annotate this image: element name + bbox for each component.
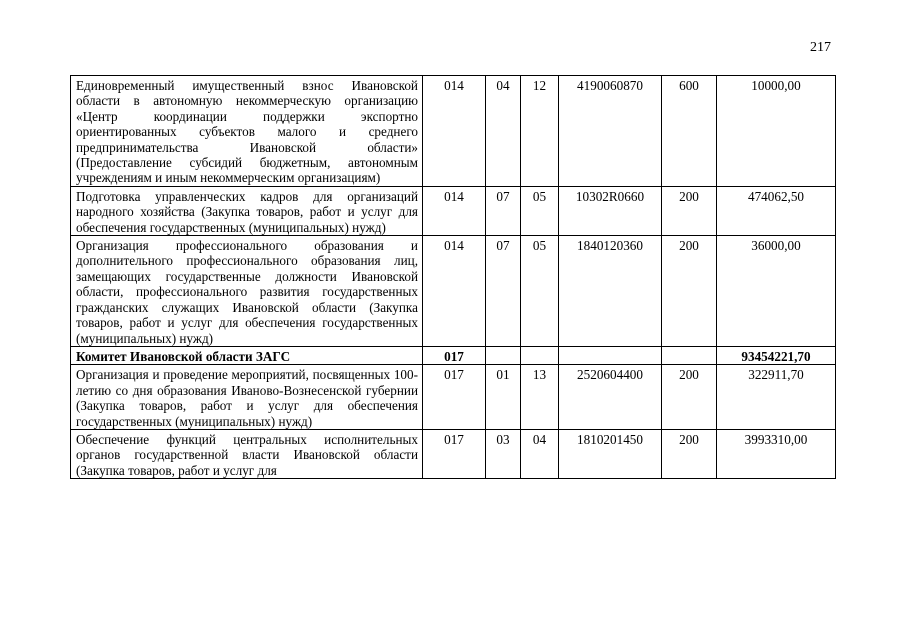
row-target-article: 1840120360 xyxy=(559,236,662,347)
row-admin-code: 014 xyxy=(423,186,486,235)
table-row-total xyxy=(71,346,836,364)
row-amount: 10000,00 xyxy=(717,76,836,187)
table-row xyxy=(71,76,836,187)
row-amount: 36000,00 xyxy=(717,236,836,347)
row-expense-type: 200 xyxy=(662,186,717,235)
row-subsection: 04 xyxy=(521,429,559,478)
row-expense-type: 200 xyxy=(662,429,717,478)
row-section: 04 xyxy=(486,76,521,187)
row-target-article: 1810201450 xyxy=(559,429,662,478)
row-section: 07 xyxy=(486,236,521,347)
row-expense-type: 200 xyxy=(662,365,717,430)
row-subsection xyxy=(521,346,559,364)
row-admin-code: 017 xyxy=(423,429,486,478)
row-admin-code: 014 xyxy=(423,76,486,187)
row-amount: 474062,50 xyxy=(717,186,836,235)
row-subsection: 12 xyxy=(521,76,559,187)
row-section xyxy=(486,346,521,364)
row-target-article: 2520604400 xyxy=(559,365,662,430)
row-section: 01 xyxy=(486,365,521,430)
row-target-article: 10302R0660 xyxy=(559,186,662,235)
table-row xyxy=(71,236,836,347)
row-amount: 3993310,00 xyxy=(717,429,836,478)
budget-table xyxy=(70,75,836,479)
row-description: Обеспечение функций центральных исполнительных органов государственной власти Ивановской области (Закупка товаров, работ и услуг для xyxy=(71,429,423,478)
table-row xyxy=(71,186,836,235)
row-amount: 93454221,70 xyxy=(717,346,836,364)
table-row xyxy=(71,429,836,478)
table-row xyxy=(71,365,836,430)
row-admin-code: 017 xyxy=(423,346,486,364)
row-description: Комитет Ивановской области ЗАГС xyxy=(71,346,423,364)
row-description: Организация профессионального образования и дополнительного профессионального образования лиц, замещающих государственные должности Ивановской области, профессионального развития государственных гражданских служащих Ивановской области (Закупка товаров, работ и услуг для обеспечения государственных (муниципальных) нужд) xyxy=(71,236,423,347)
row-description: Подготовка управленческих кадров для организаций народного хозяйства (Закупка товаров, работ и услуг для обеспечения государственных (муниципальных) нужд) xyxy=(71,186,423,235)
row-admin-code: 017 xyxy=(423,365,486,430)
row-description: Единовременный имущественный взнос Ивановской области в автономную некоммерческую организацию «Центр координации поддержки экспортно ориентированных субъектов малого и среднего предпринимательства Ивановской области» (Предоставление субсидий бюджетным, автономным учреждениям и иным некоммерческим организациям) xyxy=(71,76,423,187)
row-subsection: 05 xyxy=(521,236,559,347)
row-expense-type xyxy=(662,346,717,364)
row-target-article xyxy=(559,346,662,364)
row-target-article: 4190060870 xyxy=(559,76,662,187)
row-amount: 322911,70 xyxy=(717,365,836,430)
row-expense-type: 600 xyxy=(662,76,717,187)
row-section: 07 xyxy=(486,186,521,235)
row-description: Организация и проведение мероприятий, посвященных 100-летию со дня образования Иваново-Вознесенской губернии (Закупка товаров, работ и услуг для обеспечения государственных (муниципальных) нужд) xyxy=(71,365,423,430)
row-subsection: 05 xyxy=(521,186,559,235)
page-number: 217 xyxy=(810,40,831,55)
row-admin-code: 014 xyxy=(423,236,486,347)
row-section: 03 xyxy=(486,429,521,478)
row-subsection: 13 xyxy=(521,365,559,430)
row-expense-type: 200 xyxy=(662,236,717,347)
